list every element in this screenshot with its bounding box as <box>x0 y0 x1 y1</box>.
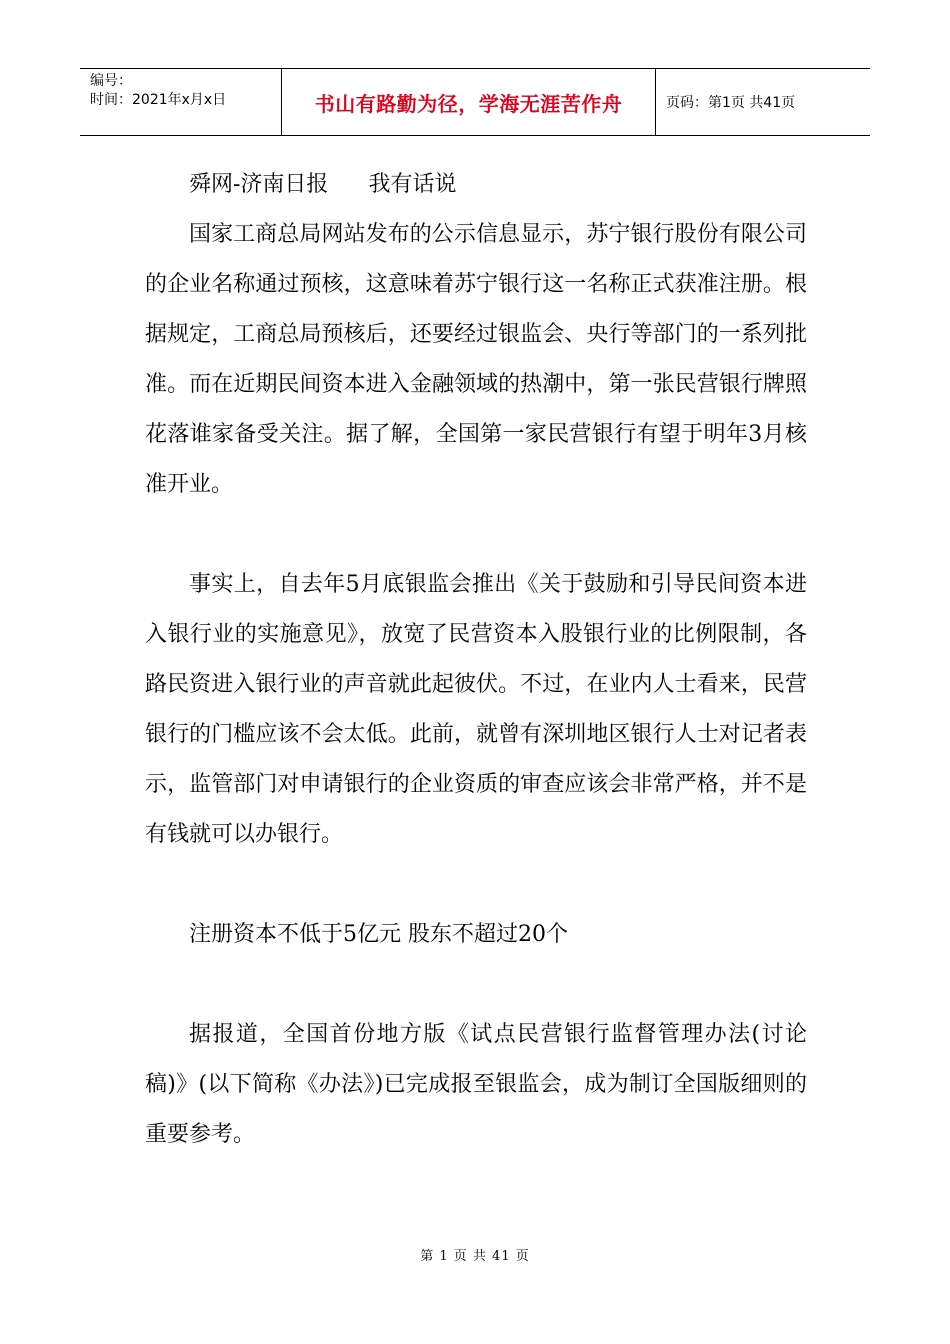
source-name: 舜网-济南日报 <box>189 172 329 197</box>
document-body <box>145 160 807 1160</box>
document-number-label: 编号： <box>90 73 132 89</box>
paragraph-spacer <box>145 510 807 560</box>
source-tag: 我有话说 <box>368 172 457 197</box>
header-page-info: 页码：第1页 共41页 <box>666 95 796 111</box>
document-header <box>80 68 870 136</box>
paragraph-spacer <box>145 960 807 1010</box>
header-meta-cell <box>80 69 282 135</box>
document-date-label: 时间：2021年x月x日 <box>90 92 227 108</box>
paragraph: 事实上，自去年5月底银监会推出《关于鼓励和引导民间资本进入银行业的实施意见》，放宽了民营资本入股银行业的比例限制，各路民资进入银行业的声音就此起彼伏。不过，在业内人士看来，民营银行的门槛应该不会太低。此前，就曾有深圳地区银行人士对记者表示，监管部门对申请银行的企业资质的审查应该会非常严格，并不是有钱就可以办银行。 <box>145 572 807 847</box>
header-motto: 书山有路勤为径，学海无涯苦作舟 <box>282 69 656 135</box>
source-line <box>145 160 807 210</box>
paragraph: 国家工商总局网站发布的公示信息显示，苏宁银行股份有限公司的企业名称通过预核，这意味着苏宁银行这一名称正式获准注册。根据规定，工商总局预核后，还要经过银监会、央行等部门的一系列批准。而在近期民间资本进入金融领域的热潮中，第一张民营银行牌照花落谁家备受关注。据了解，全国第一家民营银行有望于明年3月核准开业。 <box>145 222 807 497</box>
section-subheading: 注册资本不低于5亿元 股东不超过20个 <box>189 922 568 947</box>
page-footer: 第 1 页 共 41 页 <box>420 1249 530 1264</box>
paragraph-spacer <box>145 860 807 910</box>
paragraph: 据报道，全国首份地方版《试点民营银行监督管理办法(讨论稿)》(以下简称《办法》)已完成报至银监会，成为制订全国版细则的重要参考。 <box>145 1022 807 1147</box>
